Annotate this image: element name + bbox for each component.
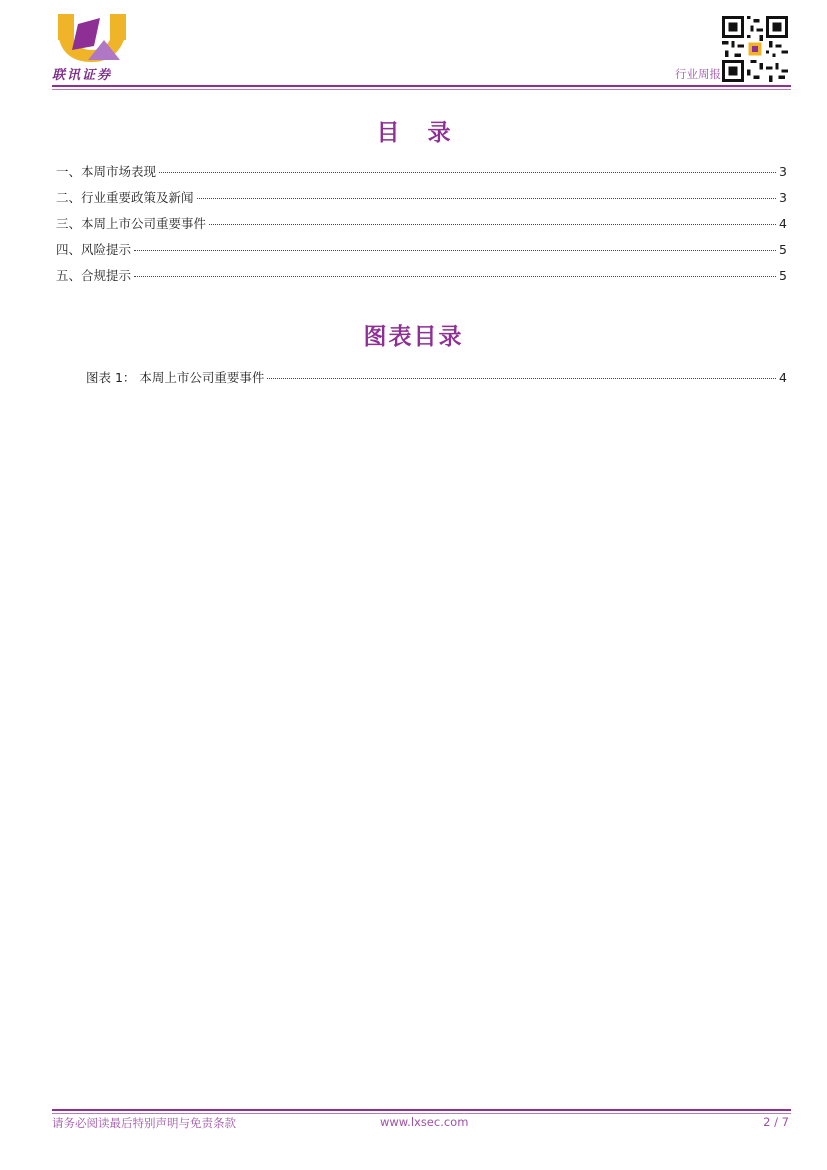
figure-list-item[interactable] bbox=[86, 368, 787, 386]
toc-item-page: 3 bbox=[779, 190, 787, 205]
logo-mark-icon bbox=[52, 10, 132, 66]
logo-text: 联讯证券 bbox=[52, 68, 113, 83]
footer-website-link[interactable]: www.lxsec.com bbox=[380, 1115, 469, 1129]
toc-leader-dots bbox=[267, 378, 776, 379]
toc-item-page: 4 bbox=[779, 216, 787, 231]
toc-item[interactable] bbox=[56, 214, 787, 232]
header-divider-thin bbox=[52, 89, 791, 90]
report-type-label: 行业周报 bbox=[675, 67, 721, 81]
toc-item[interactable] bbox=[56, 188, 787, 206]
toc-title: 目录 bbox=[376, 120, 479, 146]
footer-divider bbox=[52, 1109, 791, 1111]
toc-leader-dots bbox=[159, 172, 776, 173]
footer-disclaimer: 请务必阅读最后特别声明与免责条款 bbox=[52, 1116, 236, 1130]
toc-item[interactable] bbox=[56, 266, 787, 284]
toc-leader-dots bbox=[209, 224, 776, 225]
toc-item[interactable] bbox=[56, 240, 787, 258]
toc-item-label: 二、行业重要政策及新闻 bbox=[56, 190, 194, 205]
toc-leader-dots bbox=[134, 276, 776, 277]
header-divider bbox=[52, 85, 791, 87]
toc-leader-dots bbox=[197, 198, 777, 199]
toc-item-page: 3 bbox=[779, 164, 787, 179]
figure-item-label: 图表 1： 本周上市公司重要事件 bbox=[86, 370, 265, 385]
page-indicator: 2 / 7 bbox=[763, 1115, 789, 1129]
figure-list-title: 图表目录 bbox=[363, 324, 464, 350]
figure-item-page: 4 bbox=[779, 370, 787, 385]
toc-item[interactable] bbox=[56, 162, 787, 180]
toc-leader-dots bbox=[134, 250, 776, 251]
toc-item-page: 5 bbox=[779, 242, 787, 257]
footer-divider-thin bbox=[52, 1113, 791, 1114]
toc-item-label: 五、合规提示 bbox=[56, 268, 132, 283]
toc-item-label: 一、本周市场表现 bbox=[56, 164, 157, 179]
company-logo bbox=[52, 10, 132, 84]
toc-item-page: 5 bbox=[779, 268, 787, 283]
toc-item-label: 四、风险提示 bbox=[56, 242, 132, 257]
qr-code-icon bbox=[722, 16, 788, 82]
toc-item-label: 三、本周上市公司重要事件 bbox=[56, 216, 207, 231]
